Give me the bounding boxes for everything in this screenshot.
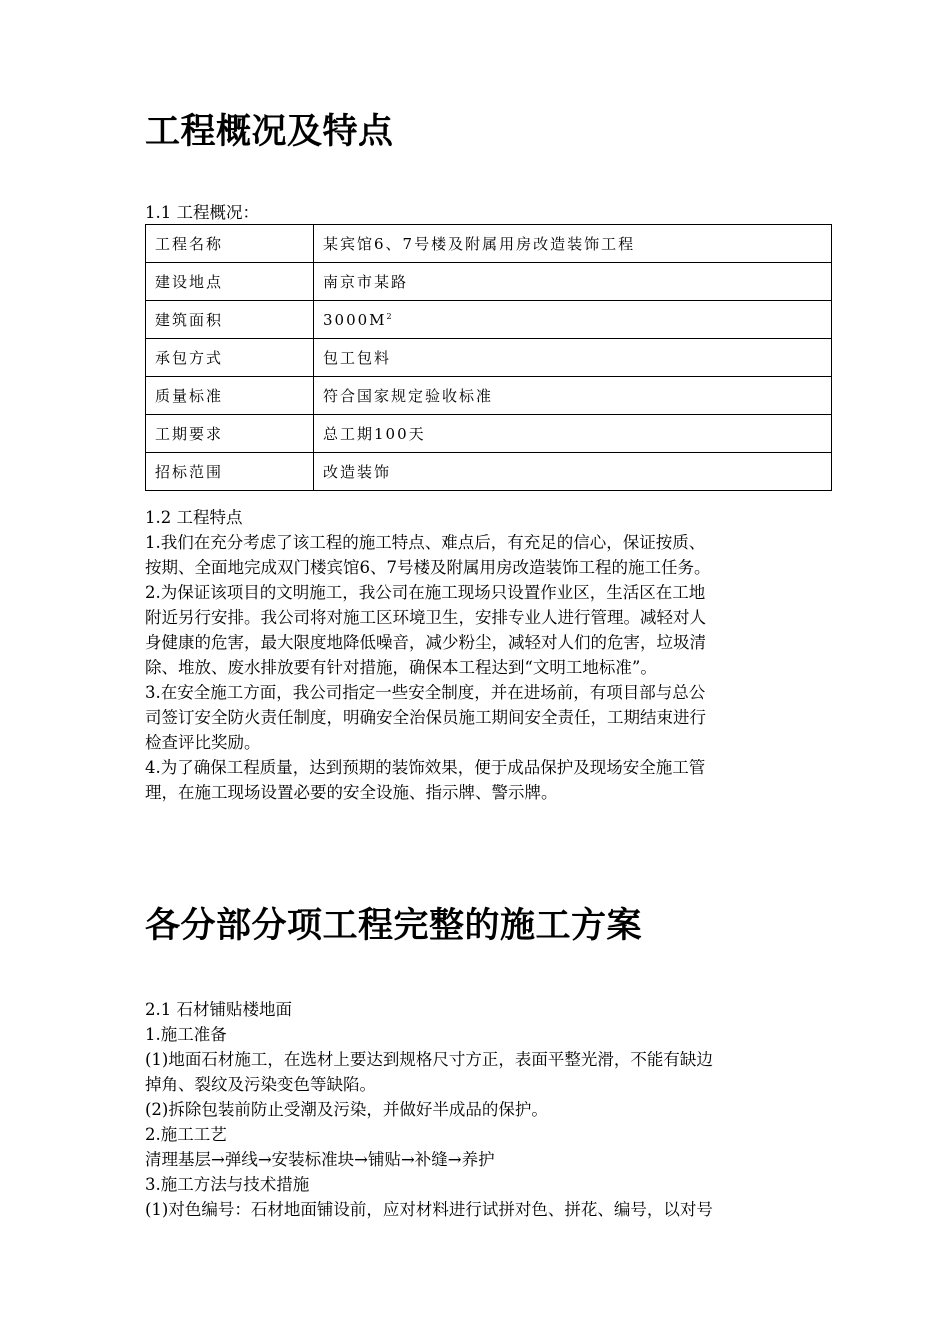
features-line: 3.在安全施工方面，我公司指定一些安全制度，并在进场前，有项目部与总公 — [145, 683, 706, 702]
features-line: 附近另行安排。我公司将对施工区环境卫生，安排专业人进行管理。减轻对人 — [145, 608, 706, 627]
table-cell-value: 改造装饰 — [314, 453, 832, 491]
features-line: 1.我们在充分考虑了该工程的施工特点、难点后，有充足的信心，保证按质、 — [145, 533, 706, 552]
table-cell-label: 质量标准 — [146, 377, 314, 415]
table-row — [146, 415, 832, 453]
table-cell-value: 南京市某路 — [314, 263, 832, 301]
section-heading-construction-plan: 各分部分项工程完整的施工方案 — [145, 905, 643, 946]
table-row — [146, 339, 832, 377]
features-line: 身健康的危害，最大限度地降低噪音，减少粉尘，减轻对人们的危害，垃圾清 — [145, 633, 706, 652]
table-cell-value — [314, 301, 832, 339]
subheading-overview-text: 1.1 工程概况： — [145, 203, 259, 222]
table-cell-label: 招标范围 — [146, 453, 314, 491]
features-line: 2.为保证该项目的文明施工，我公司在施工现场只设置作业区，生活区在工地 — [145, 583, 706, 602]
subheading-features: 1.2 工程特点 — [145, 508, 243, 527]
table-cell-label: 承包方式 — [146, 339, 314, 377]
plan-line: (1)对色编号：石材地面铺设前，应对材料进行试拼对色、拼花、编号，以对号 — [145, 1200, 713, 1219]
plan-line: 3.施工方法与技术措施 — [145, 1175, 310, 1194]
plan-line: 2.施工工艺 — [145, 1125, 227, 1144]
section-heading-overview: 工程概况及特点 — [145, 111, 394, 152]
features-line: 理，在施工现场设置必要的安全设施、指示牌、警示牌。 — [145, 783, 558, 802]
table-row — [146, 301, 832, 339]
features-block — [145, 505, 813, 805]
plan-line: 2.1 石材铺贴楼地面 — [145, 1000, 292, 1019]
features-line: 4.为了确保工程质量，达到预期的装饰效果，便于成品保护及现场安全施工管 — [145, 758, 706, 777]
table-cell-value: 总工期100天 — [314, 415, 832, 453]
table-row — [146, 377, 832, 415]
area-unit-superscript: 2 — [386, 311, 392, 321]
table-cell-value: 符合国家规定验收标准 — [314, 377, 832, 415]
features-line: 按期、全面地完成双门楼宾馆6、7号楼及附属用房改造装饰工程的施工任务。 — [145, 558, 711, 577]
features-line: 检查评比奖励。 — [145, 733, 261, 752]
table-row — [146, 225, 832, 263]
features-line: 司签订安全防火责任制度，明确安全治保员施工期间安全责任，工期结束进行 — [145, 708, 706, 727]
table-cell-label: 工期要求 — [146, 415, 314, 453]
table-cell-label: 建设地点 — [146, 263, 314, 301]
features-line: 除、堆放、废水排放要有针对措施，确保本工程达到“文明工地标准”。 — [145, 658, 657, 677]
plan-line: (2)拆除包装前防止受潮及污染，并做好半成品的保护。 — [145, 1100, 548, 1119]
plan-line: (1)地面石材施工，在选材上要达到规格尺寸方正，表面平整光滑，不能有缺边 — [145, 1050, 713, 1069]
table-row — [146, 453, 832, 491]
table-cell-value: 包工包料 — [314, 339, 832, 377]
plan-line: 1.施工准备 — [145, 1025, 227, 1044]
table-cell-value: 某宾馆6、7号楼及附属用房改造装饰工程 — [314, 225, 832, 263]
plan-line: 掉角、裂纹及污染变色等缺陷。 — [145, 1075, 376, 1094]
project-info-table — [145, 224, 832, 491]
table-cell-label: 建筑面积 — [146, 301, 314, 339]
area-value: 3000M — [323, 310, 387, 329]
subheading-overview — [145, 200, 813, 225]
table-cell-label: 工程名称 — [146, 225, 314, 263]
table-row — [146, 263, 832, 301]
construction-plan-block — [145, 997, 813, 1222]
plan-line: 清理基层→弹线→安装标准块→铺贴→补缝→养护 — [145, 1150, 495, 1169]
